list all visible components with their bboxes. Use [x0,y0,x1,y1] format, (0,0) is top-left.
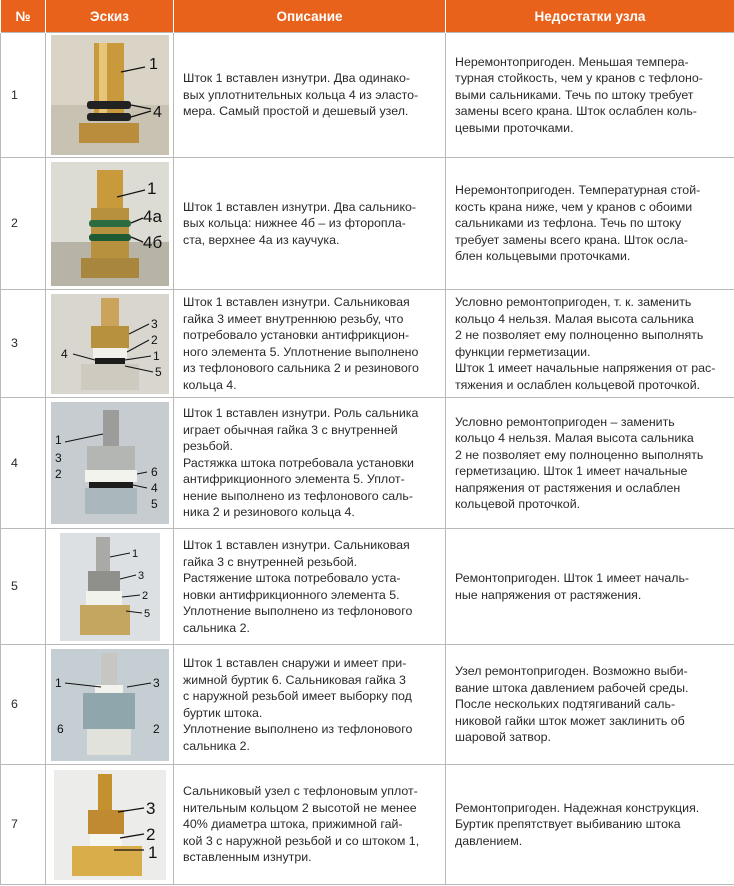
sketch-label: 6 [56,721,64,736]
sketch-label: 3 [150,316,158,331]
sketch-label: 1 [54,675,62,690]
table-header-row [1,0,734,33]
description-cell [174,398,446,529]
flaw-line: выми сальниками. Течь по штоку требует [455,87,694,102]
sketch-label: 5 [143,607,150,620]
desc-line: гайка 3 с внутренней резьбой. [183,554,358,569]
desc-line: Шток 1 вставлен изнутри. Сальниковая [183,295,410,309]
desc-line: Шток 1 вставлен изнутри. Сальниковая [183,538,410,552]
description-cell [174,645,446,765]
flaws-cell [446,290,734,398]
flaw-line: герметизацию. Шток 1 имеет начальные [455,464,688,478]
desc-line: вставленным изнутри. [183,850,312,865]
flaw-line: Узел ремонтопригоден. Возможно выби- [455,664,688,679]
desc-line: ста, верхнее 4а из каучука. [183,232,340,247]
sketch-label: 4 [60,346,68,361]
desc-line: Сальниковый узел с тефлоновым уплот- [183,784,418,799]
valve-stem-photo [51,294,169,394]
table-row [1,398,734,529]
desc-line: Уплотнение выполнено из тефлонового [183,604,413,618]
flaw-line: функции герметизации. [455,344,591,359]
valve-stem-photo [60,533,160,641]
desc-line: играет обычная гайка 3 с внутренней [183,422,398,437]
sketch-photo [46,290,174,398]
desc-line: вых кольца: нижнее 4б – из фторопла- [183,216,406,231]
flaw-line: Условно ремонтопригоден, т. к. заменить [455,295,692,309]
header-description: Описание [174,0,446,33]
desc-line: Шток 1 вставлен изнутри. Роль сальника [183,406,419,421]
flaws-cell [446,645,734,765]
desc-line: кольца 4. [183,377,237,392]
sketch-label: 2 [141,589,148,602]
desc-line: нительным кольцом 2 высотой не менее [183,800,417,815]
desc-line: ного элемента 5. Уплотнение выполнено [183,344,419,359]
valve-stem-photo [54,770,166,880]
sketch-label: 2 [150,332,158,347]
sketch-photo [46,33,174,158]
desc-line: с наружной резьбой имеет выборку под [183,689,412,703]
flaw-line: напряжения от растяжения и ослаблен [455,480,681,495]
desc-line: Шток 1 вставлен изнутри. Два сальнико- [183,199,417,214]
header-num: № [1,0,46,33]
valve-stem-photo [51,162,169,286]
desc-line: буртик штока. [183,705,263,720]
header-flaws: Недостатки узла [446,0,734,33]
row-number: 4 [1,398,46,529]
description-cell [174,765,446,885]
desc-line: кой 3 с наружной резьбой и со штоком 1, [183,833,420,848]
flaw-line: ные напряжения от растяжения. [455,587,642,602]
table-row [1,645,734,765]
flaw-line: кольцо 4 нельзя. Малая высота сальника [455,311,694,326]
sketch-photo [46,765,174,885]
sketch-label: 4а [142,206,162,226]
flaw-line: кольцо 4 нельзя. Малая высота сальника [455,431,694,445]
desc-line: ника 2 и резинового кольца 4. [183,505,355,520]
flaw-line: Ремонтопригоден. Шток 1 имеет началь- [455,571,690,585]
flaw-line: Условно ремонтопригоден – заменить [455,414,675,429]
valve-stem-photo [51,35,169,155]
desc-line: 40% диаметра штока, прижимной гай- [183,817,403,832]
flaws-cell [446,33,734,158]
description-cell [174,158,446,290]
sketch-photo [46,645,174,765]
desc-line: Шток 1 вставлен изнутри. Два одинако- [183,71,411,86]
desc-line: Шток 1 вставлен снаружи и имеет при- [183,656,407,670]
flaw-line: сальниками из тефлона. Течь по штоку [455,216,682,231]
description-cell [174,529,446,645]
sketch-label: 2 [145,824,155,844]
header-sketch: Эскиз [46,0,174,33]
row-number: 3 [1,290,46,398]
table-row [1,290,734,398]
sketch-label: 5 [150,497,158,511]
table-row [1,529,734,645]
row-number: 2 [1,158,46,290]
desc-line: резьбой. [183,439,233,454]
flaw-line: блен кольцевыми проточками. [455,249,631,264]
sketch-label: 3 [54,451,62,465]
desc-line: нение выполнено из тефлонового саль- [183,488,413,503]
desc-line: жимной буртик 6. Сальниковая гайка 3 [183,672,406,687]
flaw-line: шаровой затвор. [455,730,551,745]
flaw-line: замены всего крана. Шток ослаблен коль- [455,104,697,119]
desc-line: гайка 3 имеет внутреннюю резьбу, что [183,311,404,326]
sketch-label: 1 [152,348,160,363]
desc-line: из тефлонового сальника 2 и резинового [183,361,419,375]
flaw-line: кольцевой проточкой. [455,497,581,511]
sketch-label: 3 [145,798,155,818]
flaw-line: Неремонтопригоден. Температурная стой- [455,183,701,198]
sketch-label: 4 [150,481,158,495]
desc-line: Уплотнение выполнено из тефлонового [183,722,413,736]
row-number: 5 [1,529,46,645]
desc-line: новки антифрикционного элемента 5. [183,587,400,602]
desc-line: вых уплотнительных кольца 4 из эласто- [183,87,419,102]
flaw-line: Неремонтопригоден. Меньшая темпера- [455,54,689,69]
valve-stem-photo [51,402,169,524]
table-row [1,765,734,885]
flaw-line: 2 не позволяет ему полноценно выполнять [455,328,704,342]
flaw-line: После нескольких подтягиваний саль- [455,697,676,712]
desc-line: мера. Самый простой и дешевый узел. [183,104,409,119]
sketch-label: 1 [131,547,138,560]
flaw-line: 2 не позволяет ему полноценно выполнять [455,447,704,462]
sketch-label: 5 [154,364,162,379]
desc-line: Растяжение штока потребовало уста- [183,571,401,585]
sketch-photo [46,158,174,290]
flaw-line: вание штока давлением рабочей среды. [455,680,689,695]
flaws-cell [446,158,734,290]
flaws-cell [446,529,734,645]
sketch-label: 4 [152,104,162,121]
valve-stem-photo [51,649,169,761]
sketch-label: 6 [150,465,158,479]
flaw-line: Ремонтопригоден. Надежная конструкция. [455,800,700,815]
description-cell [174,290,446,398]
row-number: 1 [1,33,46,158]
flaw-line: требует замены всего крана. Шток осла- [455,232,688,247]
desc-line: потребовало установки антифрикцион- [183,328,410,342]
flaws-cell [446,398,734,529]
sketch-label: 1 [147,842,157,862]
desc-line: Растяжка штока потребовала установки [183,455,414,470]
flaw-line: никовой гайки шток может заклинить об [455,713,685,728]
table-row [1,158,734,290]
flaw-line: Буртик препятствует выбиванию штока [455,817,681,832]
row-number: 7 [1,765,46,885]
sketch-label: 1 [148,56,158,73]
sketch-photo [46,529,174,645]
flaw-line: давлением. [455,833,523,848]
flaws-cell [446,765,734,885]
desc-line: сальника 2. [183,738,250,753]
sketch-label: 1 [146,178,156,198]
flaw-line: кость крана ниже, чем у кранов с обоими [455,199,693,214]
row-number: 6 [1,645,46,765]
table-row [1,33,734,158]
description-cell [174,33,446,158]
flaw-line: турная стойкость, чем у кранов с тефлоно- [455,71,703,86]
sketch-label: 3 [152,675,160,690]
flaw-line: цевыми проточками. [455,120,574,135]
sketch-label: 1 [54,433,62,447]
desc-line: антифрикционного элемента 5. Уплот- [183,472,405,487]
flaw-line: тяжения и ослаблен кольцевой проточкой. [455,377,701,392]
desc-line: сальника 2. [183,620,250,635]
sketch-label: 3 [137,569,144,582]
sketch-label: 2 [54,467,62,481]
sketch-label: 4б [142,232,162,252]
sketch-label: 2 [152,721,160,736]
sketch-photo [46,398,174,529]
flaw-line: Шток 1 имеет начальные напряжения от рас- [455,361,716,375]
